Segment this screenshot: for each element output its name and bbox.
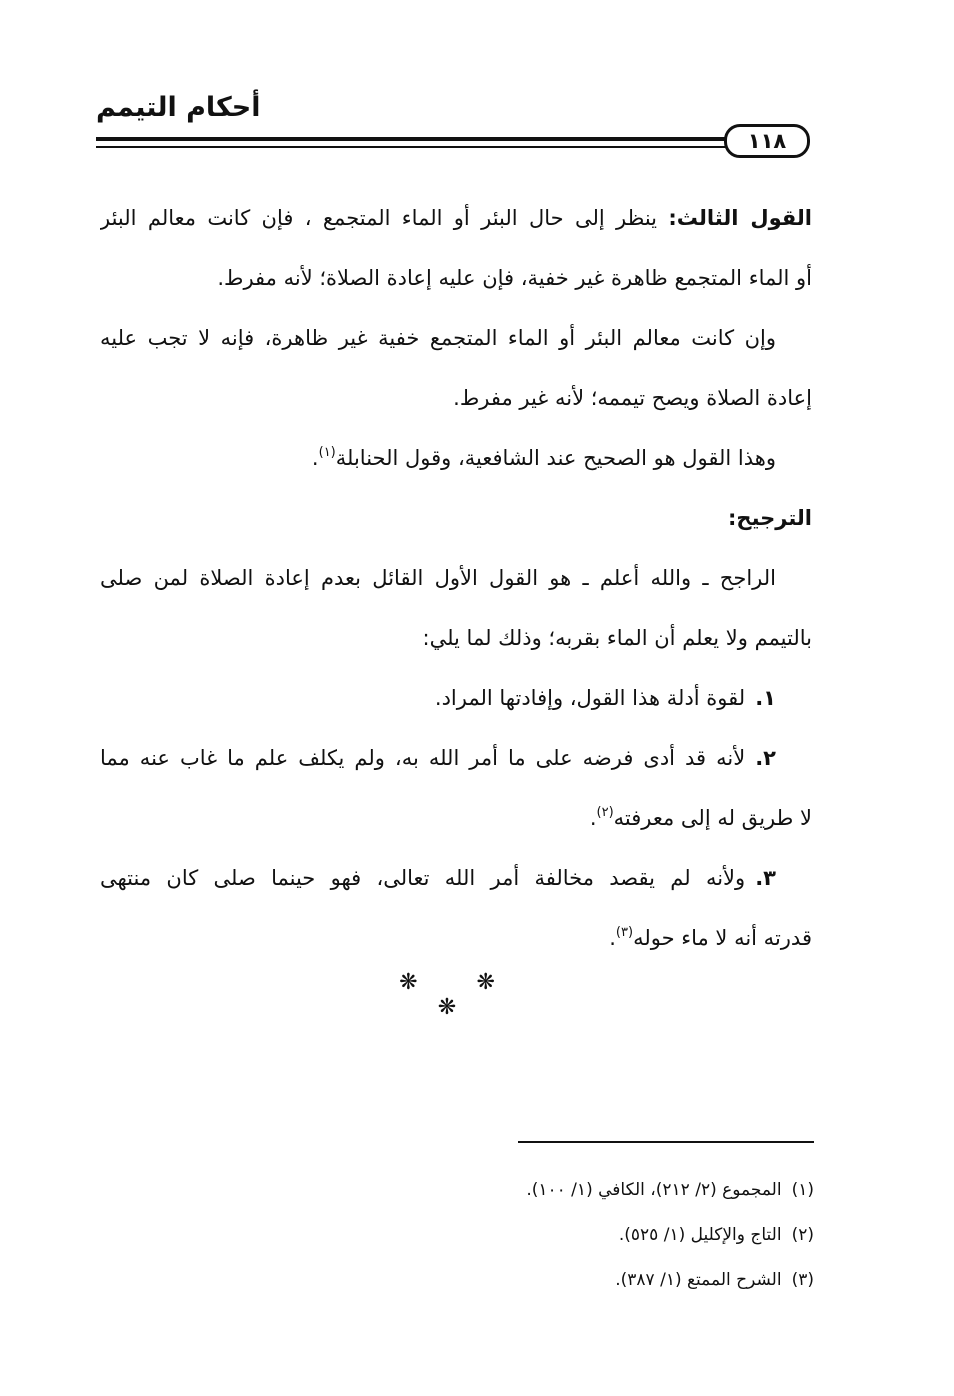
reason-end: . <box>589 806 597 830</box>
reason-item-3-line-2 <box>100 908 812 968</box>
paragraph-third-opinion-line-2: أو الماء المتجمع ظاهرة غير خفية، فإن عليه إعادة الصلاة؛ لأنه مفرط. <box>217 266 812 290</box>
page-number: ١١٨ <box>724 124 810 158</box>
madhhab-note-end: . <box>311 446 319 470</box>
footnote-number: (٣) <box>791 1270 814 1290</box>
reason-item-2-line-2 <box>100 788 812 848</box>
reason-text: لقوة أدلة هذا القول، وإفادتها المراد. <box>434 686 746 710</box>
section-heading-tarjih: الترجيح: <box>728 506 812 530</box>
reason-text: قدرته أنه لا ماء حوله <box>633 926 812 950</box>
footnote-text: المجموع (٢/ ٢١٢)، الكافي (١/ ١٠٠). <box>526 1180 782 1200</box>
running-title: أحكام التيمم <box>96 92 261 123</box>
third-opinion-label: القول الثالث: <box>668 206 812 230</box>
main-text <box>100 188 812 968</box>
footnote-rule <box>518 1141 814 1143</box>
footnote-ref-2: (٢) <box>596 805 614 820</box>
footnotes <box>300 1168 814 1303</box>
paragraph-hidden-signs-line-1: وإن كانت معالم البئر أو الماء المتجمع خفية غير ظاهرة، فإنه لا تجب عليه <box>100 326 776 350</box>
paragraph-third-opinion-line-1 <box>100 188 812 248</box>
footnote-text: التاج والإكليل (١/ ٥٢٥). <box>618 1225 782 1245</box>
paragraph-hidden-signs-line-2: إعادة الصلاة ويصح تيممه؛ لأنه غير مفرط. <box>453 386 812 410</box>
paragraph-madhhab-note <box>100 428 812 488</box>
footnote-ref-1: (١) <box>318 445 336 460</box>
reason-item-3-line-1 <box>100 848 812 908</box>
madhhab-note-text: وهذا القول هو الصحيح عند الشافعية، وقول الحنابلة <box>335 446 776 470</box>
reason-number: ٣. <box>755 866 776 890</box>
reason-text: ولأنه لم يقصد مخالفة أمر الله تعالى، فهو حينما صلى كان منتهى <box>100 866 746 890</box>
header-rule-thin <box>96 146 726 148</box>
footnote-3 <box>300 1258 814 1303</box>
footnote-ref-3: (٣) <box>615 925 634 940</box>
reason-text: لا طريق له إلى معرفته <box>613 806 812 830</box>
reason-end: . <box>609 926 616 950</box>
paragraph-preferred-line-1: الراجح ـ والله أعلم ـ هو القول الأول القائل بعدم إعادة الصلاة لمن صلى <box>100 566 776 590</box>
section-separator: ❋ ❋ ❋ <box>399 970 521 1020</box>
reason-number: ٢. <box>755 746 776 770</box>
reason-item-1 <box>100 668 812 728</box>
reason-item-2-line-1 <box>100 728 812 788</box>
footnote-number: (١) <box>791 1180 814 1200</box>
reason-number: ١. <box>755 686 776 710</box>
footnote-text: الشرح الممتع (١/ ٣٨٧). <box>615 1270 782 1290</box>
reason-text: لأنه قد أدى فرضه على ما أمر الله به، ولم يكلف علم ما غاب عنه مما <box>100 746 746 770</box>
paragraph-preferred-line-2: بالتيمم ولا يعلم أن الماء بقربه؛ وذلك لما يلي: <box>422 626 812 650</box>
footnote-number: (٢) <box>791 1225 814 1245</box>
footnote-1 <box>300 1168 814 1213</box>
third-opinion-text: ينظر إلى حال البئر أو الماء المتجمع ، فإن كانت معالم البئر <box>100 206 669 230</box>
footnote-2 <box>300 1213 814 1258</box>
header-rule <box>96 137 726 141</box>
